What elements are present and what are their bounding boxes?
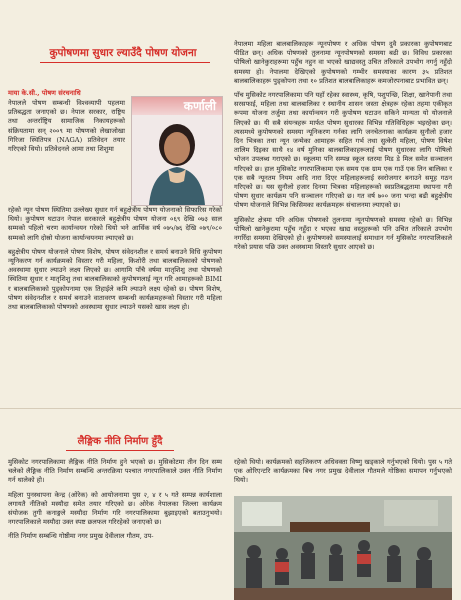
paragraph: बहुक्षेत्रीय पोषण योजनाले पोषण विशेष, पोषण संवेदनशील र समर्थ बनाउने विधि कुपोषण न्यूनिकरण गर्न कार्यक्रमको विस्तार गरी महिला, किशोरी तथा बालबालिकाको पोषणको अवस्थामा सुधार ल्याउने लक्ष्य लिएको छ। आगामि पाँचै वर्षमा मातृशिशु तथा पोषणको स्थितिमा सुधार र मातृशिशु तथा बालबालिकाको कुपोषणलाई न्यून गरि आमाहरूको BIMI र बालबालिकाको पुड्कोपनामा एक तिहाईले कमि ल्याउने लक्ष्य रहेको छ। पोषण विशेष, पोषण संवेदनशील र समर्थ बनाउने वातावरण सम्बन्धी कार्यक्रमहरूको विस्तार गरी महिला तथा बालबालिकाको पोषणको अवस्थामा सुधार ल्याउने यसको खास लक्ष्य हो। <box>8 247 222 312</box>
paragraph: रहेको न्यून पोषण स्थितिमा उल्लेख्य सुधार गर्न बहुक्षेत्रीय पोषण योजनाको सिफारिस गरेको थियो। कुपोषण घटाउन नेपाल सरकारले बहुक्षेत्रीय पोषण योजना ०६९ देखि ०७३ साल सम्मको पहिलो चरण कार्यान्वयन गरेको थियो भने आर्थिक वर्ष ०७५/७६ देखि ०७९/०८० सम्मको लागि दोस्रो योजना कार्यान्वयनमा ल्याएको छ। <box>8 206 222 242</box>
paragraph: पाँच मुसिकोट नगरपालिकामा पनि यहाँ रहेका स्वास्थ्य, कृषि, पशुपन्छि, शिक्षा, खानेपानी तथा सरसफाई, महिला तथा बालबालिका र स्थानीय शासन जस्ता क्षेत्रहरू रहेका तहमा एकीकृत रूपमा योजना तर्जुमा तथा कार्यान्वयन गरी कुपोषण घटाउन सकिने मान्यता यो योजनाले लिएको छ। यी सबै संयन्त्रहरू मार्फत पोषण सुधारका विभिन्न गतिविधिहरू भइरहेका छन्। त्यसमध्ये कुपोषणको समस्या न्यूनिकरण गर्नका लागि जनचेतनाका कार्यक्रम सुनौलो हजार दिन भित्रका तथा न्यून जन्मेका आमाहरू सहित गर्भ तथा सुत्केरी महिला, पोषण विषेश तालिम दिइका साथै १४ वर्ष मुनिका बालबालिकाहरूलाई पोषण सुधारका लागि पोषिलो भोजन उपलब्ध गराएको छ। स्कूलमा पनि सम्पन्न स्कूल स्तरमा मिड डे मिल समेत सञ्चालन गरिएको छ। हाल मुसिकोट नगरपालिकामा एक समय एक ग्राम एक गाउँ एक तिन बालिका र एक सबै न्यूनतम नियम आदि नारा दिएर महिलाहरूलाई स्वरोजगार बनाउने समूह गठन गरिएको छ। यस सुनौलो हजार दिनमा भित्रका महिलाहरूको स्वप्रतिबद्धतामा स्थापना गरी पोषण सुधार कार्यक्रम पनि सञ्चालन गरिएको छ। गत वर्ष ७०० जना भन्दा बढी बहुक्षेत्रीय पोषण योजनाले विभिन्न किसिमका कार्यक्रमहरू संचालनमा ल्याएको छ। <box>234 91 452 210</box>
paragraph: रहेको थियो। कार्यक्रमको सहजिकरण अधिवक्ता विष्णु खड्काले गर्नुभएको थियो। पुस ५ गते एक ओरिएन्टरि कार्यक्रमका बिच नगर प्रमुख देवीलाल गौतमले गोष्ठिका समापन गर्नुभएको थियो। <box>234 458 452 485</box>
article-title: लैङ्गिक नीति निर्माण हुँदै <box>77 436 163 447</box>
paragraph: नेपालमा महिला बालबालिकाहरू न्यूनपोषण र अधिक पोषण दुवै प्रकारका कुपोषणबाट पीडित छन्। अधिक पोषणको तुलनामा न्यूनपोषणको समस्या बढी छ। विविध प्रकारका पोषिलो खानेकुराहरूमा पहुँच नहुन वा भएको खाद्यवस्तु उचित तरिकाले उपभोग नगर्नु नहुँदो समस्या हो। नेपालमा देखिएको कुपोषणको गम्भीर समस्याका कारण ३५ प्रतिशत बालबालिकाहरू पुड्कोपना तथा १० प्रतिशत बालबालिकाहरू कमजोरपनाबाट प्रभावित छन्। <box>234 40 452 85</box>
author-photo <box>131 96 223 206</box>
left-column <box>8 458 222 547</box>
paragraph: मुसिकोट क्षेत्रमा पनि अधिक पोषणको तुलनामा न्यूनपोषणको समस्या रहेको छ। विभिन्न पोषिलो खानेकुरामा पहुँच नहुँदा र भएका खाद्य वस्तुहरूको पनि उचित तरिकाले उपभोग नगरिँदा समस्या देखिएको हो। कुपोषणको समस्यालाई समाधान गर्न मुसिकोट नगरपालिकाले गरेको प्रयास पछि उक्त अवस्थामा विस्तारै सुधार आएको छ। <box>234 215 452 252</box>
title-underline <box>40 62 210 63</box>
article-title: कुपोषणमा सुधार ल्याउँदै पोषण योजना <box>49 47 197 59</box>
meeting-photo <box>234 496 452 600</box>
meeting-scene <box>234 496 452 600</box>
section-divider <box>0 408 461 409</box>
paragraph: मुसिकोट नगरपालिकामा लैङ्गिक नीति निर्माण हुने भएको छ। मुसिकोटमा तीन दिन सम्म चलेको लैङ्गिक नीति निर्माण सम्बन्धि अन्तरक्रिया पश्चात नगरपालिकाले उक्त नीति निर्माण गर्न थालेको हो। <box>8 458 222 485</box>
paragraph: नीति निर्माण सम्बन्धि गोष्ठीमा नगर प्रमुख देवीलाल गौतम, उप- <box>8 532 154 541</box>
article-byline: माया के.सी., पोषण संरचनाधि <box>8 89 81 97</box>
left-column <box>8 206 222 317</box>
portrait-figure <box>146 115 208 205</box>
right-column <box>234 40 452 257</box>
intro-paragraph: नेपालले पोषण सम्बन्धी विश्वव्यापी पहलमा प्रतिबद्धता जनाएको छ। नेपाल सरकार, राष्ट्रिय तथा अन्तर्राष्ट्रिय सामाजिक निकायहरूको संक्रियतामा सन् २००९ मा पोषणको लेखाजोखा गिरिजा स्थितिपत्र (NAGA) प्रतिवेदन तयार गरिएको थियो। प्रतिवेदनले आमा तथा शिशुमा <box>8 99 125 154</box>
right-column <box>234 458 452 491</box>
paragraph: महिला पुनस्थापना केन्द्र (ओरेक) को आयोजनामा पुस २, ४ र ५ गते सम्पन्न कार्यशाला लगायतै नीतिको मस्यौदा समेत तयार गरिएको छ। ओरेक नेपालका जिल्ला कार्यक्रम संयोजक तुगी कनाङ्गले मस्यौदा निर्माण गरि नगरपालिकामा बुझाइएको बताउनुभयो। नगरपालिकाले मस्यौदा उक्त स्पष्ट छलफल गरिरहेको जनाएको छ। <box>8 490 222 527</box>
photo-banner: कर्णाली <box>132 97 222 115</box>
title-underline <box>66 450 174 451</box>
